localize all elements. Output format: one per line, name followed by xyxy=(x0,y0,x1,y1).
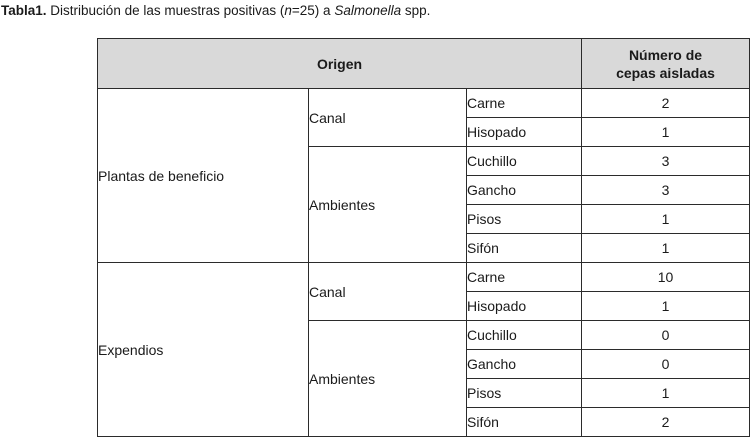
value-cell: 1 xyxy=(582,379,750,408)
item-cell: Pisos xyxy=(467,205,582,234)
item-cell: Gancho xyxy=(467,176,582,205)
subgroup-cell: Canal xyxy=(309,263,467,321)
item-cell: Gancho xyxy=(467,350,582,379)
header-origen: Origen xyxy=(98,39,582,89)
item-cell: Carne xyxy=(467,89,582,118)
value-cell: 10 xyxy=(582,263,750,292)
caption-text-after: spp. xyxy=(401,3,431,18)
group-cell: Plantas de beneficio xyxy=(98,89,309,263)
item-cell: Sifón xyxy=(467,408,582,437)
value-cell: 0 xyxy=(582,321,750,350)
table-row xyxy=(98,263,750,292)
value-cell: 3 xyxy=(582,176,750,205)
group-cell: Expendios xyxy=(98,263,309,437)
value-cell: 1 xyxy=(582,234,750,263)
item-cell: Cuchillo xyxy=(467,321,582,350)
value-cell: 1 xyxy=(582,118,750,147)
caption-label: Tabla1. xyxy=(1,3,47,18)
header-cepas-line1: Número de xyxy=(628,46,703,63)
caption-organism: Salmonella xyxy=(334,3,402,18)
subgroup-cell: Ambientes xyxy=(309,147,467,263)
table-row xyxy=(98,89,750,118)
value-cell: 2 xyxy=(582,89,750,118)
table-caption xyxy=(1,2,430,20)
subgroup-cell: Ambientes xyxy=(309,321,467,437)
caption-n-variable: n xyxy=(284,3,292,18)
item-cell: Pisos xyxy=(467,379,582,408)
caption-text-before: Distribución de las muestras positivas ( xyxy=(50,3,285,18)
subgroup-cell: Canal xyxy=(309,89,467,147)
header-row xyxy=(98,39,750,89)
header-cepas-aisladas xyxy=(582,39,750,89)
item-cell: Sifón xyxy=(467,234,582,263)
value-cell: 3 xyxy=(582,147,750,176)
item-cell: Hisopado xyxy=(467,118,582,147)
value-cell: 1 xyxy=(582,205,750,234)
caption-text-mid: =25) a xyxy=(291,3,335,18)
item-cell: Hisopado xyxy=(467,292,582,321)
value-cell: 0 xyxy=(582,350,750,379)
data-table xyxy=(97,38,750,437)
item-cell: Cuchillo xyxy=(467,147,582,176)
value-cell: 2 xyxy=(582,408,750,437)
header-cepas-line2: cepas aisladas xyxy=(616,64,715,81)
value-cell: 1 xyxy=(582,292,750,321)
item-cell: Carne xyxy=(467,263,582,292)
